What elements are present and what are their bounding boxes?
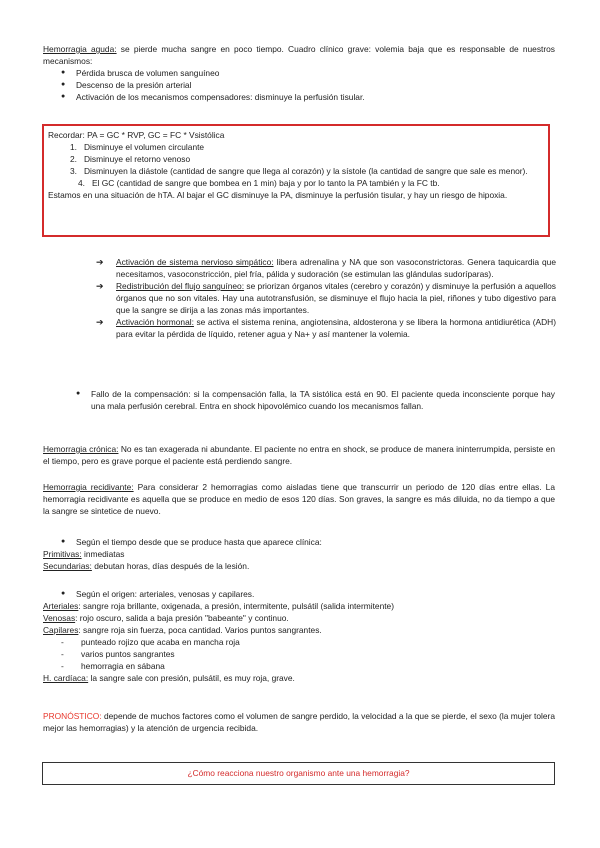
recordar-item xyxy=(70,141,544,153)
item-number: 2. xyxy=(70,154,77,164)
capilares-term: Capilares xyxy=(43,625,79,635)
mecanismo-text: libera adrenalina y NA que son vasoconstrictoras. Genera taquicardia que necesitamos, vasoconstricción, piel fría, pálida y sudoración (se estimulan las glándulas sudoríparas). xyxy=(116,257,556,279)
tiempo-list xyxy=(43,536,555,548)
arteriales-text: : sangre roja brillante, oxigenada, a presión, intermitente, pulsátil (salida intermitente) xyxy=(78,601,394,611)
venosas-line xyxy=(43,612,555,624)
recordar-list xyxy=(48,141,544,189)
aguda-bullet: ● Pérdida brusca de volumen sanguíneo xyxy=(61,67,555,79)
section-pronostico xyxy=(43,710,555,734)
capilares-subitem: - hemorragia en sábana xyxy=(61,660,555,672)
cronica-term: Hemorragia crónica: xyxy=(43,444,119,454)
arteriales-term: Arteriales xyxy=(43,601,79,611)
aguda-bullet-list xyxy=(43,67,555,103)
section-segun-tiempo xyxy=(43,536,555,572)
cardiaca-text: la sangre sale con presión, pulsátil, es muy roja, grave. xyxy=(88,673,295,683)
recordar-item xyxy=(70,177,544,189)
aguda-text: se pierde mucha sangre en poco tiempo. Cuadro clínico grave: volemia baja que es responsable de nuestros mecanismos: xyxy=(43,44,555,66)
mecanismo-term: Activación hormonal: xyxy=(116,317,194,327)
cronica-paragraph xyxy=(43,443,555,467)
section-hemorragia-recidivante xyxy=(43,481,555,517)
mecanismo-term: Activación de sistema nervioso simpático: xyxy=(116,257,274,267)
question-text: ¿Cómo reacciona nuestro organismo ante una hemorragia? xyxy=(187,768,410,778)
section-fallo xyxy=(58,388,555,412)
cardiaca-term: H. cardíaca: xyxy=(43,673,89,683)
recidivante-term: Hemorragia recidivante: xyxy=(43,482,134,492)
primitivas-term: Primitivas: xyxy=(43,549,82,559)
mecanismo-term: Redistribución del flujo sanguíneo: xyxy=(116,281,245,291)
cronica-text: No es tan exagerada ni abundante. El paciente no entra en shock, se produce de manera ininterrumpida, persiste en el tiempo, pero es grave porque el paciente está perdiendo sangre. xyxy=(43,444,555,466)
secundarias-line xyxy=(43,560,555,572)
section-hemorragia-cronica xyxy=(43,443,555,467)
arrow-icon: ➔ xyxy=(96,317,104,327)
section-hemorragia-aguda xyxy=(43,43,555,103)
aguda-term: Hemorragia aguda: xyxy=(43,44,117,54)
mecanismo-item xyxy=(96,316,556,340)
recordar-conclusion: Estamos en una situación de hTA. Al bajar el GC disminuye la PA, disminuye la perfusión tisular, y hay un riesgo de hipoxia. xyxy=(48,190,508,200)
aguda-paragraph xyxy=(43,43,555,67)
pronostico-text: depende de muchos factores como el volumen de sangre perdido, la velocidad a la que se pierde, el sexo (la mujer tolera mejor las hemorragias) y la atención de urgencia recibida. xyxy=(43,711,555,733)
arteriales-line xyxy=(43,600,555,612)
item-text: El GC (cantidad de sangre que bombea en 1 min) baja y por lo tanto la PA también y la FC tb. xyxy=(92,178,440,188)
tiempo-bullet: ● Según el tiempo desde que se produce hasta que aparece clínica: xyxy=(61,536,555,548)
mecanismos-list xyxy=(96,256,556,340)
item-text: Disminuye el retorno venoso xyxy=(84,154,191,164)
venosas-text: : rojo oscuro, salida a baja presión "babeante" y continuo. xyxy=(75,613,289,623)
pronostico-label: PRONÓSTICO: xyxy=(43,711,102,721)
item-text: Disminuyen la diástole (cantidad de sangre que llega al corazón) y la sístole (la cantidad de sangre que sale es menor). xyxy=(84,166,528,176)
fallo-bullet: ● Fallo de la compensación: si la compensación falla, la TA sistólica está en 90. El paciente queda inconsciente porque hay una mala perfusión cerebral. Entra en shock hipovolémico cuando los mecanismos fallan. xyxy=(76,388,555,412)
question-box xyxy=(42,762,555,785)
aguda-bullet: ● Descenso de la presión arterial xyxy=(61,79,555,91)
mecanismo-item xyxy=(96,256,556,280)
primitivas-line xyxy=(43,548,555,560)
arrow-icon: ➔ xyxy=(96,257,104,267)
arrow-icon: ➔ xyxy=(96,281,104,291)
section-segun-origen xyxy=(43,588,555,684)
fallo-list xyxy=(58,388,555,412)
item-number: 4. xyxy=(78,178,85,188)
venosas-term: Venosas xyxy=(43,613,76,623)
recordar-item xyxy=(70,165,544,177)
recordar-formula: Recordar: PA = GC * RVP, GC = FC * Vsistólica xyxy=(48,130,225,140)
secundarias-text: debutan horas, días después de la lesión. xyxy=(91,561,250,571)
capilares-sublist xyxy=(43,636,555,672)
primitivas-text: inmediatas xyxy=(81,549,125,559)
recordar-box xyxy=(42,124,550,237)
recordar-item xyxy=(70,153,544,165)
mecanismo-text: se priorizan órganos vitales (cerebro y corazón) y disminuye la perfusión a aquellos órganos que no son vitales. Hay una autotransfusión, se disminuye el flujo hacia la piel, riñones y tubo digestivo para que la sangre se dirija a las zonas más importantes. xyxy=(116,281,556,315)
recidivante-text: Para considerar 2 hemorragias como aisladas tiene que transcurrir un periodo de 120 días entre ellas. La hemorragia recidivante es aquella que se produce en medio de esos 120 días. Son graves, la sangre es más diluida, no da tiempo a que la sangre se sintetice de nuevo. xyxy=(43,482,555,516)
capilares-subitem: - punteado rojizo que acaba en mancha roja xyxy=(61,636,555,648)
item-number: 1. xyxy=(70,142,77,152)
capilares-subitem: - varios puntos sangrantes xyxy=(61,648,555,660)
capilares-line xyxy=(43,624,555,636)
capilares-text: : sangre roja sin fuerza, poca cantidad. Varios puntos sangrantes. xyxy=(78,625,322,635)
mecanismo-text: se activa el sistema renina, angiotensina, aldosterona y se libera la hormona antidiurética (ADH) para evitar la pérdida de líquido, retener agua y Na+ y así mantener la volemia. xyxy=(116,317,556,339)
recidivante-paragraph xyxy=(43,481,555,517)
origen-list xyxy=(43,588,555,600)
pronostico-paragraph xyxy=(43,710,555,734)
cardiaca-line xyxy=(43,672,555,684)
secundarias-term: Secundarias: xyxy=(43,561,92,571)
aguda-bullet: ● Activación de los mecanismos compensadores: disminuye la perfusión tisular. xyxy=(61,91,555,103)
item-text: Disminuye el volumen circulante xyxy=(84,142,205,152)
origen-bullet: ● Según el origen: arteriales, venosas y capilares. xyxy=(61,588,555,600)
mecanismo-item xyxy=(96,280,556,316)
item-number: 3. xyxy=(70,166,77,176)
